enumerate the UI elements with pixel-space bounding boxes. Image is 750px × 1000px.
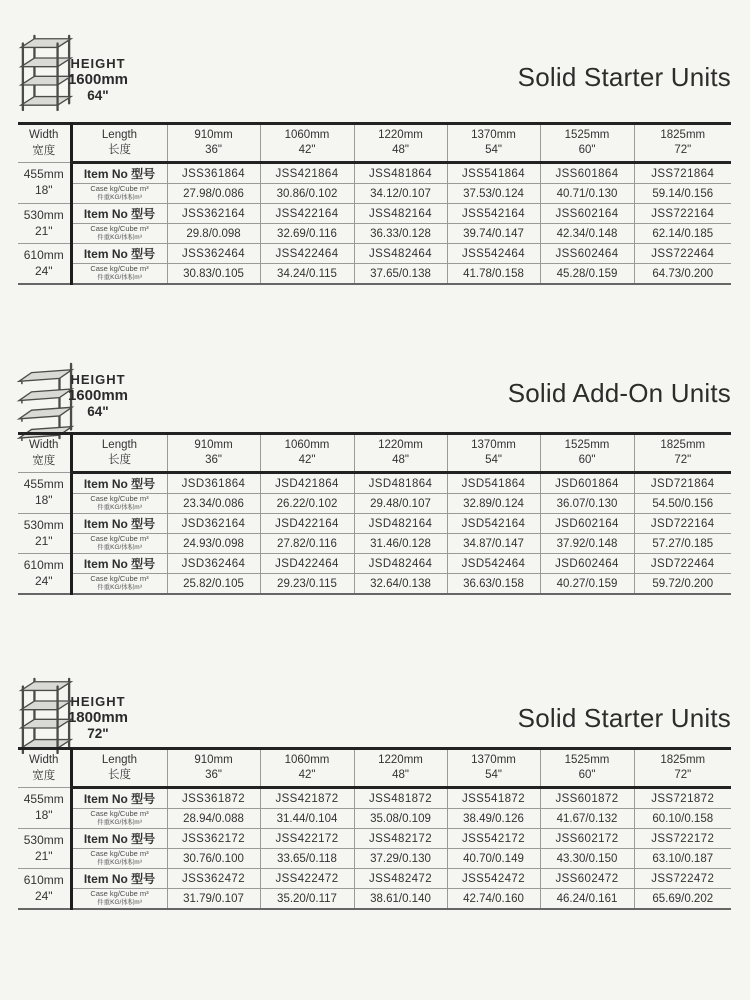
length-header-zh: 长度 — [108, 769, 131, 781]
item-no-cell: JSD602164 — [540, 514, 634, 534]
case-value-cell: 34.87/0.147 — [447, 534, 540, 554]
width-inch: 24" — [34, 888, 53, 903]
case-value-cell: 25.82/0.105 — [167, 574, 260, 595]
case-value-cell: 42.74/0.160 — [447, 889, 540, 910]
case-label-cell — [71, 849, 167, 869]
item-no-row — [18, 829, 731, 849]
item-no-cell: JSS482472 — [354, 869, 447, 889]
item-no-row — [18, 244, 731, 264]
size-inch: 72" — [674, 144, 692, 156]
width-cell — [18, 788, 71, 829]
height-label: HEIGHT — [70, 56, 126, 71]
size-inch: 54" — [485, 769, 502, 781]
item-no-cell: JSS602464 — [540, 244, 634, 264]
item-no-row — [18, 204, 731, 224]
width-mm: 610mm — [23, 557, 64, 572]
size-mm: 1525mm — [564, 438, 610, 451]
item-no-cell: JSD601864 — [540, 473, 634, 494]
case-label-cell — [71, 809, 167, 829]
case-label-zh: 件重KG/体积m³ — [97, 819, 142, 827]
width-mm: 455mm — [23, 477, 64, 492]
item-no-cell: JSS722472 — [634, 869, 731, 889]
case-value-cell: 41.67/0.132 — [540, 809, 634, 829]
case-spec-row — [18, 849, 731, 869]
item-no-cell: JSD422464 — [260, 554, 354, 574]
width-header-zh: 宽度 — [32, 769, 56, 782]
item-no-cell: JSS602172 — [540, 829, 634, 849]
width-header-en: Width — [29, 754, 59, 767]
size-header-cell — [260, 749, 354, 788]
product-section-2 — [0, 670, 750, 1000]
size-header-cell — [540, 434, 634, 473]
item-no-cell: JSS362464 — [167, 244, 260, 264]
table-header-row — [18, 124, 731, 163]
height-label: HEIGHT — [70, 694, 126, 709]
case-label-zh: 件重KG/体积m³ — [97, 899, 142, 907]
item-no-cell: JSS722164 — [634, 204, 731, 224]
height-mm: 1600mm — [67, 387, 129, 404]
case-value-cell: 30.83/0.105 — [167, 264, 260, 285]
case-value-cell: 38.61/0.140 — [354, 889, 447, 910]
size-inch: 72" — [674, 454, 692, 466]
case-label-cell — [71, 494, 167, 514]
width-mm: 455mm — [23, 792, 64, 807]
width-inch: 18" — [34, 493, 53, 507]
case-label-zh: 件重KG/体积m³ — [97, 194, 142, 202]
item-no-label-cell: Item No 型号 — [71, 829, 167, 849]
case-label-zh: 件重KG/体积m³ — [97, 584, 142, 592]
case-value-cell: 31.79/0.107 — [167, 889, 260, 910]
size-header-cell — [167, 434, 260, 473]
size-inch: 54" — [485, 454, 502, 466]
case-label-zh: 件重KG/体积m³ — [97, 504, 142, 512]
case-value-cell: 29.8/0.098 — [167, 224, 260, 244]
item-no-cell: JSD541864 — [447, 473, 540, 494]
section-title: Solid Starter Units — [517, 703, 731, 733]
length-header-en: Length — [101, 753, 138, 766]
item-no-cell: JSS542464 — [447, 244, 540, 264]
size-mm: 1525mm — [564, 128, 610, 141]
item-no-cell: JSD722464 — [634, 554, 731, 574]
case-label-zh: 件重KG/体积m³ — [97, 234, 142, 242]
width-mm: 530mm — [23, 517, 64, 532]
case-value-cell: 38.49/0.126 — [447, 809, 540, 829]
item-no-label-cell: Item No 型号 — [71, 554, 167, 574]
case-value-cell: 31.46/0.128 — [354, 534, 447, 554]
size-mm: 1825mm — [660, 438, 706, 451]
case-value-cell: 40.70/0.149 — [447, 849, 540, 869]
height-inches: 64" — [87, 88, 109, 103]
spec-table — [18, 432, 731, 595]
case-value-cell: 64.73/0.200 — [634, 264, 731, 285]
width-inch: 21" — [34, 223, 53, 238]
size-header-cell — [540, 749, 634, 788]
case-label-zh: 件重KG/体积m³ — [97, 274, 142, 282]
item-no-cell: JSS422172 — [260, 829, 354, 849]
case-value-cell: 27.98/0.086 — [167, 184, 260, 204]
size-inch: 42" — [298, 454, 316, 466]
item-no-cell: JSD421864 — [260, 473, 354, 494]
case-value-cell: 37.53/0.124 — [447, 184, 540, 204]
item-no-cell: JSS422472 — [260, 869, 354, 889]
item-no-cell: JSD482464 — [354, 554, 447, 574]
item-no-row — [18, 788, 731, 809]
item-no-cell: JSS421872 — [260, 788, 354, 809]
item-no-cell: JSD362164 — [167, 514, 260, 534]
case-value-cell: 60.10/0.158 — [634, 809, 731, 829]
size-inch: 48" — [392, 454, 409, 466]
case-spec-row — [18, 224, 731, 244]
size-inch: 36" — [205, 454, 222, 466]
size-header-cell — [260, 434, 354, 473]
size-inch: 42" — [298, 769, 316, 781]
width-header-en: Width — [29, 129, 59, 142]
case-value-cell: 59.72/0.200 — [634, 574, 731, 595]
size-header-cell — [447, 434, 540, 473]
size-header-cell — [354, 749, 447, 788]
product-section-1 — [0, 358, 750, 688]
table-header-row — [18, 434, 731, 473]
item-no-cell: JSS361864 — [167, 163, 260, 184]
spec-table — [18, 122, 731, 285]
item-no-cell: JSS601872 — [540, 788, 634, 809]
size-mm: 1220mm — [378, 753, 423, 766]
case-label-zh: 件重KG/体积m³ — [97, 859, 142, 867]
case-label-cell — [71, 534, 167, 554]
item-no-cell: JSS721872 — [634, 788, 731, 809]
width-mm: 455mm — [23, 167, 64, 182]
case-value-cell: 59.14/0.156 — [634, 184, 731, 204]
size-header-cell — [354, 434, 447, 473]
case-value-cell: 65.69/0.202 — [634, 889, 731, 910]
length-header-zh: 长度 — [108, 144, 131, 156]
width-header-zh: 宽度 — [32, 454, 56, 467]
size-inch: 36" — [205, 144, 222, 156]
case-value-cell: 28.94/0.088 — [167, 809, 260, 829]
item-no-cell: JSS361872 — [167, 788, 260, 809]
item-no-cell: JSS362164 — [167, 204, 260, 224]
width-mm: 530mm — [23, 207, 64, 222]
size-mm: 1220mm — [378, 128, 423, 141]
item-no-row — [18, 554, 731, 574]
case-label-en: Case kg/Cube m³ — [90, 224, 149, 234]
case-label-cell — [71, 574, 167, 595]
size-mm: 1525mm — [564, 753, 610, 766]
width-mm: 610mm — [23, 247, 64, 262]
item-no-row — [18, 869, 731, 889]
size-inch: 60" — [578, 769, 596, 781]
case-value-cell: 32.64/0.138 — [354, 574, 447, 595]
width-inch: 21" — [34, 848, 53, 863]
item-no-label-cell: Item No 型号 — [71, 163, 167, 184]
item-no-cell: JSS481872 — [354, 788, 447, 809]
item-no-cell: JSS422464 — [260, 244, 354, 264]
case-value-cell: 31.44/0.104 — [260, 809, 354, 829]
width-cell — [18, 163, 71, 204]
size-header-cell — [447, 749, 540, 788]
size-inch: 72" — [674, 769, 692, 781]
size-header-cell — [260, 124, 354, 163]
item-no-cell: JSS421864 — [260, 163, 354, 184]
size-mm: 910mm — [194, 128, 233, 141]
case-label-en: Case kg/Cube m³ — [90, 809, 149, 819]
item-no-cell: JSS482464 — [354, 244, 447, 264]
case-spec-row — [18, 889, 731, 910]
width-inch: 24" — [34, 573, 53, 588]
width-header-cell — [18, 124, 71, 163]
size-mm: 1825mm — [660, 753, 706, 766]
length-header-zh: 长度 — [108, 454, 131, 466]
case-label-cell — [71, 184, 167, 204]
height-spec — [56, 372, 140, 420]
size-header-cell — [447, 124, 540, 163]
size-inch: 54" — [485, 144, 502, 156]
item-no-label-cell: Item No 型号 — [71, 788, 167, 809]
width-cell — [18, 244, 71, 285]
width-mm: 530mm — [23, 832, 64, 847]
case-value-cell: 57.27/0.185 — [634, 534, 731, 554]
spec-table — [18, 747, 731, 910]
item-no-cell: JSD542464 — [447, 554, 540, 574]
case-label-en: Case kg/Cube m³ — [90, 889, 149, 899]
case-label-cell — [71, 224, 167, 244]
item-no-label-cell: Item No 型号 — [71, 514, 167, 534]
item-no-cell: JSD362464 — [167, 554, 260, 574]
item-no-cell: JSD602464 — [540, 554, 634, 574]
item-no-cell: JSD722164 — [634, 514, 731, 534]
height-mm: 1800mm — [67, 709, 129, 726]
item-no-cell: JSD721864 — [634, 473, 731, 494]
item-no-cell: JSS722464 — [634, 244, 731, 264]
table-header-row — [18, 749, 731, 788]
height-spec — [56, 56, 140, 104]
case-value-cell: 37.92/0.148 — [540, 534, 634, 554]
item-no-cell: JSS722172 — [634, 829, 731, 849]
width-header-cell — [18, 434, 71, 473]
case-value-cell: 30.86/0.102 — [260, 184, 354, 204]
case-value-cell: 35.08/0.109 — [354, 809, 447, 829]
item-no-cell: JSS542172 — [447, 829, 540, 849]
case-value-cell: 35.20/0.117 — [260, 889, 354, 910]
width-header-zh: 宽度 — [32, 144, 56, 157]
case-value-cell: 41.78/0.158 — [447, 264, 540, 285]
width-inch: 21" — [34, 533, 53, 548]
item-no-cell: JSS541872 — [447, 788, 540, 809]
case-spec-row — [18, 574, 731, 595]
case-value-cell: 23.34/0.086 — [167, 494, 260, 514]
case-value-cell: 34.12/0.107 — [354, 184, 447, 204]
item-no-label-cell: Item No 型号 — [71, 244, 167, 264]
width-inch: 18" — [34, 808, 53, 822]
item-no-cell: JSS362472 — [167, 869, 260, 889]
item-no-cell: JSS601864 — [540, 163, 634, 184]
case-value-cell: 37.29/0.130 — [354, 849, 447, 869]
height-mm: 1600mm — [67, 71, 129, 88]
size-header-cell — [167, 749, 260, 788]
size-mm: 1060mm — [284, 438, 330, 451]
case-value-cell: 32.89/0.124 — [447, 494, 540, 514]
case-value-cell: 24.93/0.098 — [167, 534, 260, 554]
item-no-cell: JSD422164 — [260, 514, 354, 534]
case-value-cell: 30.76/0.100 — [167, 849, 260, 869]
item-no-cell: JSS481864 — [354, 163, 447, 184]
size-mm: 1370mm — [471, 128, 516, 141]
size-mm: 910mm — [194, 438, 233, 451]
item-no-cell: JSD481864 — [354, 473, 447, 494]
size-header-cell — [167, 124, 260, 163]
height-inches: 72" — [87, 726, 109, 741]
case-spec-row — [18, 534, 731, 554]
case-value-cell: 46.24/0.161 — [540, 889, 634, 910]
size-mm: 1060mm — [284, 753, 330, 766]
width-header-en: Width — [29, 439, 59, 452]
case-value-cell: 37.65/0.138 — [354, 264, 447, 285]
size-header-cell — [540, 124, 634, 163]
case-value-cell: 63.10/0.187 — [634, 849, 731, 869]
size-header-cell — [634, 749, 731, 788]
height-label: HEIGHT — [70, 372, 126, 387]
case-spec-row — [18, 809, 731, 829]
case-value-cell: 42.34/0.148 — [540, 224, 634, 244]
height-spec — [56, 694, 140, 742]
length-header-cell — [71, 124, 167, 163]
size-inch: 48" — [392, 144, 409, 156]
size-header-cell — [354, 124, 447, 163]
width-inch: 18" — [34, 183, 53, 197]
item-no-cell: JSS541864 — [447, 163, 540, 184]
item-no-cell: JSS482164 — [354, 204, 447, 224]
case-value-cell: 26.22/0.102 — [260, 494, 354, 514]
item-no-cell: JSS721864 — [634, 163, 731, 184]
size-header-cell — [634, 434, 731, 473]
item-no-cell: JSS422164 — [260, 204, 354, 224]
case-value-cell: 62.14/0.185 — [634, 224, 731, 244]
width-inch: 24" — [34, 263, 53, 278]
case-value-cell: 39.74/0.147 — [447, 224, 540, 244]
case-value-cell: 33.65/0.118 — [260, 849, 354, 869]
item-no-cell: JSD361864 — [167, 473, 260, 494]
length-header-cell — [71, 749, 167, 788]
length-header-en: Length — [101, 438, 138, 451]
product-section-0 — [0, 30, 750, 360]
item-no-label-cell: Item No 型号 — [71, 473, 167, 494]
item-no-cell: JSS602472 — [540, 869, 634, 889]
size-inch: 60" — [578, 454, 596, 466]
length-header-en: Length — [101, 128, 138, 141]
case-value-cell: 40.27/0.159 — [540, 574, 634, 595]
case-label-en: Case kg/Cube m³ — [90, 534, 149, 544]
case-spec-row — [18, 264, 731, 285]
case-label-en: Case kg/Cube m³ — [90, 184, 149, 194]
width-cell — [18, 869, 71, 910]
size-mm: 1825mm — [660, 128, 706, 141]
case-spec-row — [18, 184, 731, 204]
case-value-cell: 45.28/0.159 — [540, 264, 634, 285]
size-inch: 42" — [298, 144, 316, 156]
item-no-cell: JSS602164 — [540, 204, 634, 224]
size-mm: 1060mm — [284, 128, 330, 141]
size-mm: 1220mm — [378, 438, 423, 451]
size-inch: 60" — [578, 144, 596, 156]
size-mm: 910mm — [194, 753, 233, 766]
width-cell — [18, 473, 71, 514]
item-no-cell: JSS542472 — [447, 869, 540, 889]
case-value-cell: 32.69/0.116 — [260, 224, 354, 244]
case-value-cell: 36.63/0.158 — [447, 574, 540, 595]
case-label-en: Case kg/Cube m³ — [90, 574, 149, 584]
width-cell — [18, 554, 71, 595]
case-label-zh: 件重KG/体积m³ — [97, 544, 142, 552]
size-inch: 48" — [392, 769, 409, 781]
item-no-cell: JSS542164 — [447, 204, 540, 224]
item-no-cell: JSS482172 — [354, 829, 447, 849]
length-header-cell — [71, 434, 167, 473]
item-no-cell: JSD482164 — [354, 514, 447, 534]
width-cell — [18, 514, 71, 554]
case-value-cell: 27.82/0.116 — [260, 534, 354, 554]
case-value-cell: 29.23/0.115 — [260, 574, 354, 595]
case-value-cell: 36.07/0.130 — [540, 494, 634, 514]
item-no-row — [18, 514, 731, 534]
case-label-cell — [71, 889, 167, 910]
height-inches: 64" — [87, 404, 109, 419]
case-label-en: Case kg/Cube m³ — [90, 264, 149, 274]
size-mm: 1370mm — [471, 438, 516, 451]
section-title: Solid Add-On Units — [507, 378, 731, 408]
case-value-cell: 36.33/0.128 — [354, 224, 447, 244]
item-no-row — [18, 163, 731, 184]
width-cell — [18, 204, 71, 244]
size-mm: 1370mm — [471, 753, 516, 766]
case-label-en: Case kg/Cube m³ — [90, 849, 149, 859]
item-no-cell: JSS362172 — [167, 829, 260, 849]
case-value-cell: 43.30/0.150 — [540, 849, 634, 869]
item-no-row — [18, 473, 731, 494]
item-no-label-cell: Item No 型号 — [71, 869, 167, 889]
size-header-cell — [634, 124, 731, 163]
case-value-cell: 34.24/0.115 — [260, 264, 354, 285]
width-cell — [18, 829, 71, 869]
case-label-cell — [71, 264, 167, 285]
case-value-cell: 29.48/0.107 — [354, 494, 447, 514]
size-inch: 36" — [205, 769, 222, 781]
case-value-cell: 40.71/0.130 — [540, 184, 634, 204]
width-mm: 610mm — [23, 872, 64, 887]
case-value-cell: 54.50/0.156 — [634, 494, 731, 514]
width-header-cell — [18, 749, 71, 788]
item-no-label-cell: Item No 型号 — [71, 204, 167, 224]
item-no-cell: JSD542164 — [447, 514, 540, 534]
case-spec-row — [18, 494, 731, 514]
section-title: Solid Starter Units — [517, 62, 731, 92]
case-label-en: Case kg/Cube m³ — [90, 494, 149, 504]
